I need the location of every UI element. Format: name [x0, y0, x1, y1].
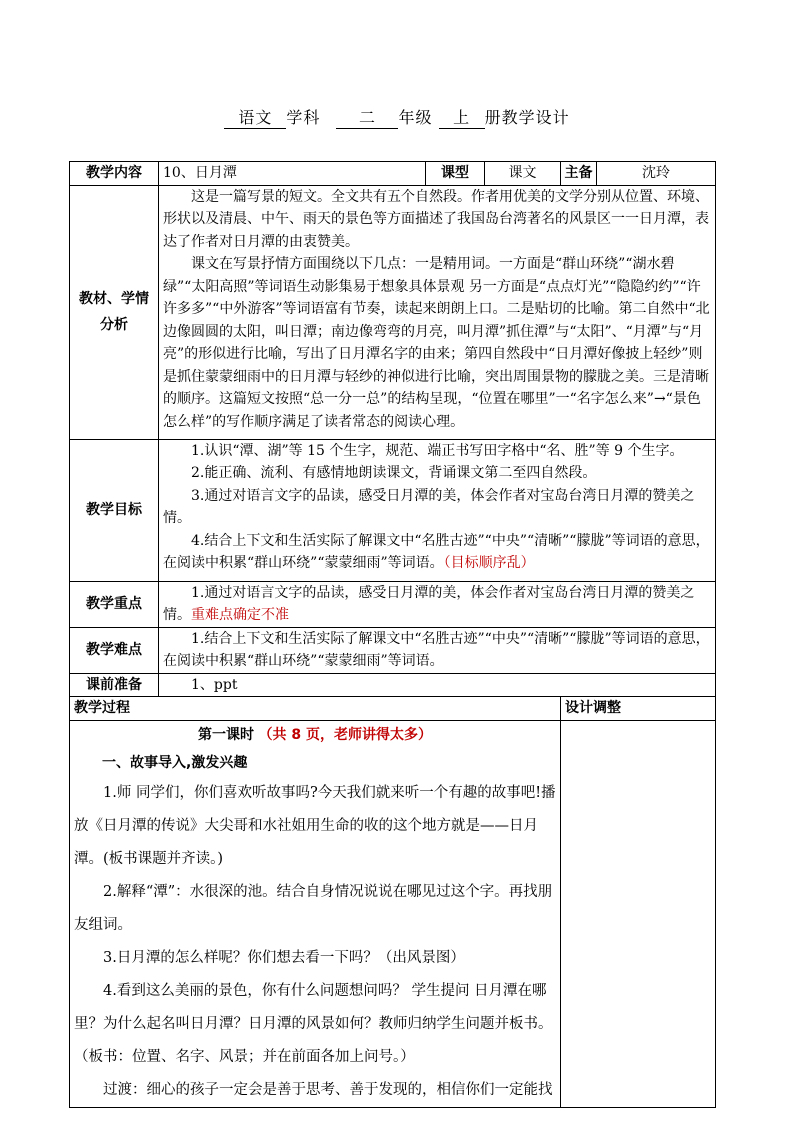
goal-item: 1.认识“潭、湖”等 15 个生字，规范、端正书写田字格中“名、胜”等 9 个生字。: [191, 442, 684, 459]
goal-item: 2.能正确、流利、有感情地朗读课文，背诵课文第二至四自然段。: [191, 465, 597, 481]
lead-value: 沈玲: [597, 162, 716, 186]
lead-label: 主备: [561, 162, 597, 186]
goal-item: 3.通过对语言文字的品读，感受日月潭的美，体会作者对宝岛台湾日月潭的赞美之情。: [163, 487, 695, 526]
goals-comment: （目标顺序乱）: [443, 555, 535, 571]
section-heading: 一、故事导入,激发兴趣: [102, 754, 248, 771]
key-points-comment: 重难点确定不准: [191, 607, 289, 623]
analysis-paragraph: 课文在写景抒情方面围绕以下几点：一是精用词。一方面是“群山环绕”“湖水碧绿”“太阳高照”等词语生动影集易于想象具体景观 另一方面是“点点灯光”“隐隐约约”“许许多多”“中外游客”等词语富有节奏，读起来朗朗上口。二是贴切的比喻。第二自然中“北边像圆圆的太阳，叫日潭；南边像弯弯的月亮，叫月潭”抓住潭”与“太阳”、“月潭”与“月亮”的形似进行比喻，写出了日月潭名字的由来；第四自然段中“日月潭好像披上轻纱”则是抓住蒙蒙细雨中的日月潭与轻纱的神似进行比喻，突出周围景物的朦胧之美。三是清晰的顺序。这篇短文按照“总一分一总”的结构呈现，“位置在哪里”一“名字怎么来”→“景色怎么样”的写作顺序满足了读者常态的阅读心理。: [163, 256, 710, 430]
grade-field: 二: [336, 105, 398, 129]
subject-suffix: 学科: [286, 108, 321, 127]
process-row: [70, 720, 716, 1107]
lesson-heading: [74, 721, 556, 749]
adjust-label: 设计调整: [561, 697, 716, 721]
key-points-row: [70, 581, 716, 627]
key-points-text: 1.通过对语言文字的品读，感受日月潭的美，体会作者对宝岛台湾日月潭的赞美之情。重难点确定不准: [163, 584, 695, 623]
lesson-plan-table: [69, 161, 716, 1108]
term-suffix: 册教学设计: [484, 108, 570, 127]
goals-row: [70, 439, 716, 581]
process-paragraph: 1.师 同学们，你们喜欢听故事吗?今天我们就来听一个有趣的故事吧!播放《日月潭的传说》大尖哥和水社姐用生命的收的这个地方就是——日月潭。(板书课题并齐读。): [74, 784, 556, 867]
content-label: 教学内容: [70, 162, 159, 186]
process-paragraph: 3.日月潭的怎么样呢？你们想去看一下吗？（出风景图）: [103, 949, 465, 966]
process-paragraph: 2.解释“潭”：水很深的池。结合自身情况说说在哪见过这个字。再找朋友组词。: [74, 883, 553, 933]
prep-label: 课前准备: [70, 673, 159, 697]
content-value: 10、日月潭: [159, 162, 426, 186]
process-paragraph: 过渡：细心的孩子一定会是善于思考、善于发现的，相信你们一定能找: [103, 1081, 553, 1098]
goal-item: 4.结合上下文和生活实际了解课文中“名胜古迹”“中央”“清晰”“朦胧”等词语的意思，在阅读中积累“群山环绕”“蒙蒙细雨”等词语。（目标顺序乱）: [163, 532, 710, 571]
adjust-content: [561, 720, 716, 1107]
page-title: [0, 105, 794, 129]
key-points-label: 教学重点: [70, 581, 159, 627]
process-content: [70, 720, 561, 1107]
analysis-content: [159, 185, 716, 439]
info-row: [70, 162, 716, 186]
process-header-row: [70, 697, 716, 721]
lesson-title: 第一课时: [198, 726, 255, 743]
goals-label: 教学目标: [70, 439, 159, 581]
difficulties-row: [70, 627, 716, 673]
term-field: 上: [439, 105, 485, 129]
analysis-row: [70, 185, 716, 439]
goals-content: [159, 439, 716, 581]
grade-suffix: 年级: [398, 108, 433, 127]
lesson-comment: （共 8 页，老师讲得太多）: [258, 726, 432, 743]
analysis-paragraph: 这是一篇写景的短文。全文共有五个自然段。作者用优美的文学分别从位置、环境、形状以及清晨、中午、雨天的景色等方面描述了我国岛台湾著名的风景区一一日月潭，表达了作者对日月潭的由衷赞美。: [163, 188, 709, 250]
process-label: 教学过程: [70, 697, 561, 721]
difficulties-text: 1.结合上下文和生活实际了解课文中“名胜古迹”“中央”“清晰”“朦胧”等词语的意思，在阅读中积累“群山环绕”“蒙蒙细雨”等词语。: [163, 630, 710, 669]
process-paragraph: 4.看到这么美丽的景色，你有什么问题想问吗？ 学生提问 日月潭在哪里？为什么起名叫日月潭？日月潭的风景如何？教师归纳学生问题并板书。（板书：位置、名字、风景；并在前面各加上问号。）: [74, 982, 553, 1065]
prep-text: 1、ppt: [191, 676, 238, 693]
subject-field: 语文: [224, 105, 286, 129]
difficulties-label: 教学难点: [70, 627, 159, 673]
type-label: 课型: [426, 162, 485, 186]
analysis-label: 教材、学情分析: [70, 185, 159, 439]
type-value: 课文: [485, 162, 561, 186]
prep-row: [70, 673, 716, 697]
